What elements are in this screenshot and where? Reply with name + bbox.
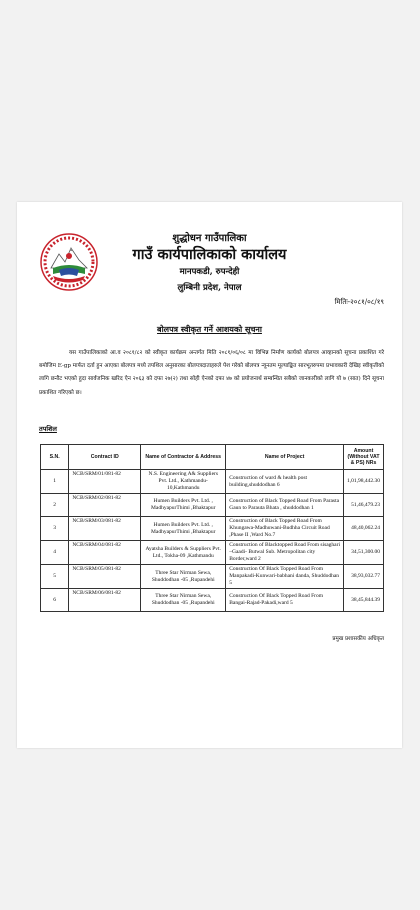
cell-contractor: N.S. Engineering A& Suppliers Pvt. Ltd., Kathmandu-10,Kathmandu	[141, 470, 226, 494]
cell-contract-id: NCB/SRM/05/081-82	[69, 565, 141, 589]
notice-title-text: बोलपत्र स्वीकृत गर्ने आशयको सूचना	[157, 324, 262, 334]
cell-amount: 1,01,98,442.30	[344, 470, 384, 494]
cell-contract-id: NCB/SRM/01/081-82	[69, 470, 141, 494]
cell-contract-id: NCB/SRM/06/081-82	[69, 589, 141, 612]
table-row	[41, 565, 384, 589]
signature-title: प्रमुख प्रशासकीय अधिकृत	[332, 636, 384, 642]
header-contract-id: Contract ID	[69, 445, 141, 470]
cell-amount: 48,40,062.24	[344, 517, 384, 541]
cell-sn: 3	[41, 517, 69, 541]
table-row	[41, 470, 384, 494]
cell-contract-id: NCB/SRM/03/081-82	[69, 517, 141, 541]
header-sn: S.N.	[41, 445, 69, 470]
cell-amount: 51,46,479.23	[344, 494, 384, 517]
cell-project: Construction of Black Topped Road From Parasta Gaun to Parauta Bhata , shuddodhan 1	[226, 494, 344, 517]
header-contractor: Name of Contractor & Address	[141, 445, 226, 470]
cell-project: Construction of ward & health post building,shuddodhan 6	[226, 470, 344, 494]
cell-contractor: Ayatsha Builders & Suppliers Pvt. Ltd., Tokha-09 ,Kathmandu	[141, 541, 226, 565]
cell-contractor: Humen Builders Pvt. Ltd. , MadhyapurThimi ,Bhaktapur	[141, 517, 226, 541]
cell-sn: 6	[41, 589, 69, 612]
province-name: लुम्बिनी प्रदेश, नेपाल	[177, 283, 242, 293]
cell-project: Construction of Black Topped Road From Khungawa-Madhuwani-Budhha Circuit Road ,Phase II ,Ward No.7	[226, 517, 344, 541]
schedule-label: तपशिल	[39, 425, 57, 433]
notice-title	[17, 324, 402, 335]
header-amount: Amount (Without VAT & PS) NRs	[344, 445, 384, 470]
cell-project: Construction Of Black Topped Road From Bangai-Rajad-Pakadi,ward 5	[226, 589, 344, 612]
cell-contract-id: NCB/SRM/04/081-82	[69, 541, 141, 565]
notice-body: यस गाउँपालिकाको आ.व २०८१/८२ को स्वीकृत कार्यक्रम अन्तर्गत मिति २०८१/०६/०८ मा विभिन्न निर्माण कार्यको बोलपत्र आव्हानको सूचना प्रकाशित गरे बमोजिम E-gp मार्फत दर्ता हुन आएका बोलपत्र मध्ये तपशिल अनुसारका बोलपत्रदाताहरुले पेश गरेको बोलपत्र न्यूनतम मूल्याङ्कित सारभूतरुपमा प्रभावकारी देखिइ स्वीकृतीको लागि छनौट भएको हुदा सार्वजनिक खरिद ऐन २०६३ को दफा २७(२) तथा सोही ऐनको दफा ४७ को प्रयोजनार्थ सम्बन्धित सबैको जानकारीको लागि यो ७ (सात) दिने सूचना प्रकाशित गरिएको छ।	[39, 350, 384, 396]
contract-table	[40, 444, 384, 612]
municipality-name: शुद्धोधन गाउँपालिका	[172, 233, 247, 244]
notice-date: मितिः-२०८१/०८/१९	[334, 298, 384, 306]
table-row	[41, 541, 384, 565]
notice-document	[17, 202, 402, 748]
cell-contractor: Humen Builders Pvt. Ltd. , MadhyapurThimi ,Bhaktapur	[141, 494, 226, 517]
table-row	[41, 517, 384, 541]
cell-project: Construction of Blacktopped Road From sisaghari –Gaadi- Butwal Sub. Metropolitan city Border,ward 2	[226, 541, 344, 565]
table-header-row	[41, 445, 384, 470]
cell-contract-id: NCB/SRM/02/081-82	[69, 494, 141, 517]
cell-contractor: Three Star Nirman Sewa, Shuddodhan -05 ,Rupandehi	[141, 589, 226, 612]
table-row	[41, 494, 384, 517]
cell-sn: 5	[41, 565, 69, 589]
office-name: गाउँ कार्यपालिकाको कार्यालय	[132, 246, 287, 263]
cell-project: Construction Of Black Topped Road From Manpakadi-Kunwari-babhani danda, Shuddodhan 5	[226, 565, 344, 589]
cell-sn: 2	[41, 494, 69, 517]
table-row	[41, 589, 384, 612]
cell-amount: 38,93,032.77	[344, 565, 384, 589]
header-project: Name of Project	[226, 445, 344, 470]
office-location: मानपकडी, रुपन्देही	[179, 267, 240, 277]
cell-sn: 1	[41, 470, 69, 494]
cell-sn: 4	[41, 541, 69, 565]
cell-contractor: Three Star Nirman Sewa, Shuddodhan -05 ,Rupandehi	[141, 565, 226, 589]
cell-amount: 38,45,844.39	[344, 589, 384, 612]
cell-amount: 34,51,300.00	[344, 541, 384, 565]
